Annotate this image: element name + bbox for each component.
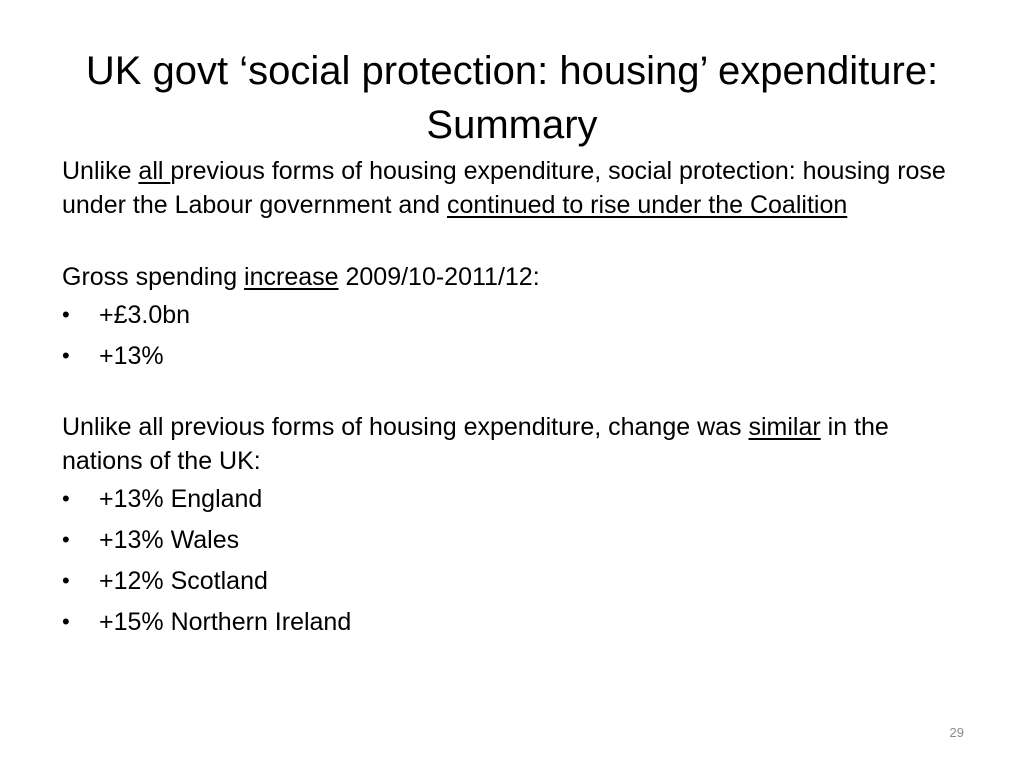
paragraph-nations	[62, 410, 972, 478]
spending-bullet-list	[62, 298, 972, 373]
bullet-icon: •	[62, 609, 70, 634]
title-line-1: UK govt ‘social protection: housing’ expenditure:	[85, 49, 939, 93]
bullet-text: +13% England	[99, 485, 263, 513]
list-item	[62, 482, 972, 516]
para1-underline-continued: continued to rise under the Coalition	[447, 191, 848, 219]
para2-text-a: Gross spending	[62, 263, 245, 291]
bullet-icon: •	[62, 486, 70, 511]
list-item	[62, 605, 972, 639]
list-item	[62, 564, 972, 598]
nation-bullet-list	[62, 482, 972, 639]
list-item	[62, 298, 972, 332]
bullet-icon: •	[62, 343, 70, 368]
para3-text-a: Unlike all previous forms of housing expenditure, change was	[62, 413, 749, 441]
para1-underline-all: all	[138, 157, 171, 185]
slide-number: 29	[949, 725, 964, 740]
para3-underline-similar: similar	[748, 413, 821, 441]
bullet-text: +15% Northern Ireland	[99, 608, 352, 636]
slide-title	[40, 44, 984, 152]
spacer	[62, 222, 972, 260]
paragraph-labour-coalition	[62, 154, 972, 222]
para1-text-a: Unlike	[62, 157, 139, 185]
bullet-text: +12% Scotland	[99, 567, 268, 595]
bullet-icon: •	[62, 302, 70, 327]
para1-text-b: previous forms of housing expenditure, social protection: housing rose under the Labour government and	[62, 157, 946, 219]
bullet-text: +13%	[99, 342, 164, 370]
spacer	[62, 380, 972, 410]
list-item	[62, 523, 972, 557]
bullet-icon: •	[62, 527, 70, 552]
bullet-text: +£3.0bn	[99, 301, 191, 329]
bullet-text: +13% Wales	[99, 526, 240, 554]
paragraph-gross-spending	[62, 260, 972, 294]
slide-body	[62, 154, 972, 646]
bullet-icon: •	[62, 568, 70, 593]
para3-text-b: in the nations of the UK:	[62, 413, 889, 475]
para2-underline-increase: increase	[244, 263, 339, 291]
list-item	[62, 339, 972, 373]
para2-text-b: 2009/10-2011/12:	[338, 263, 540, 291]
title-line-2: Summary	[426, 103, 598, 147]
